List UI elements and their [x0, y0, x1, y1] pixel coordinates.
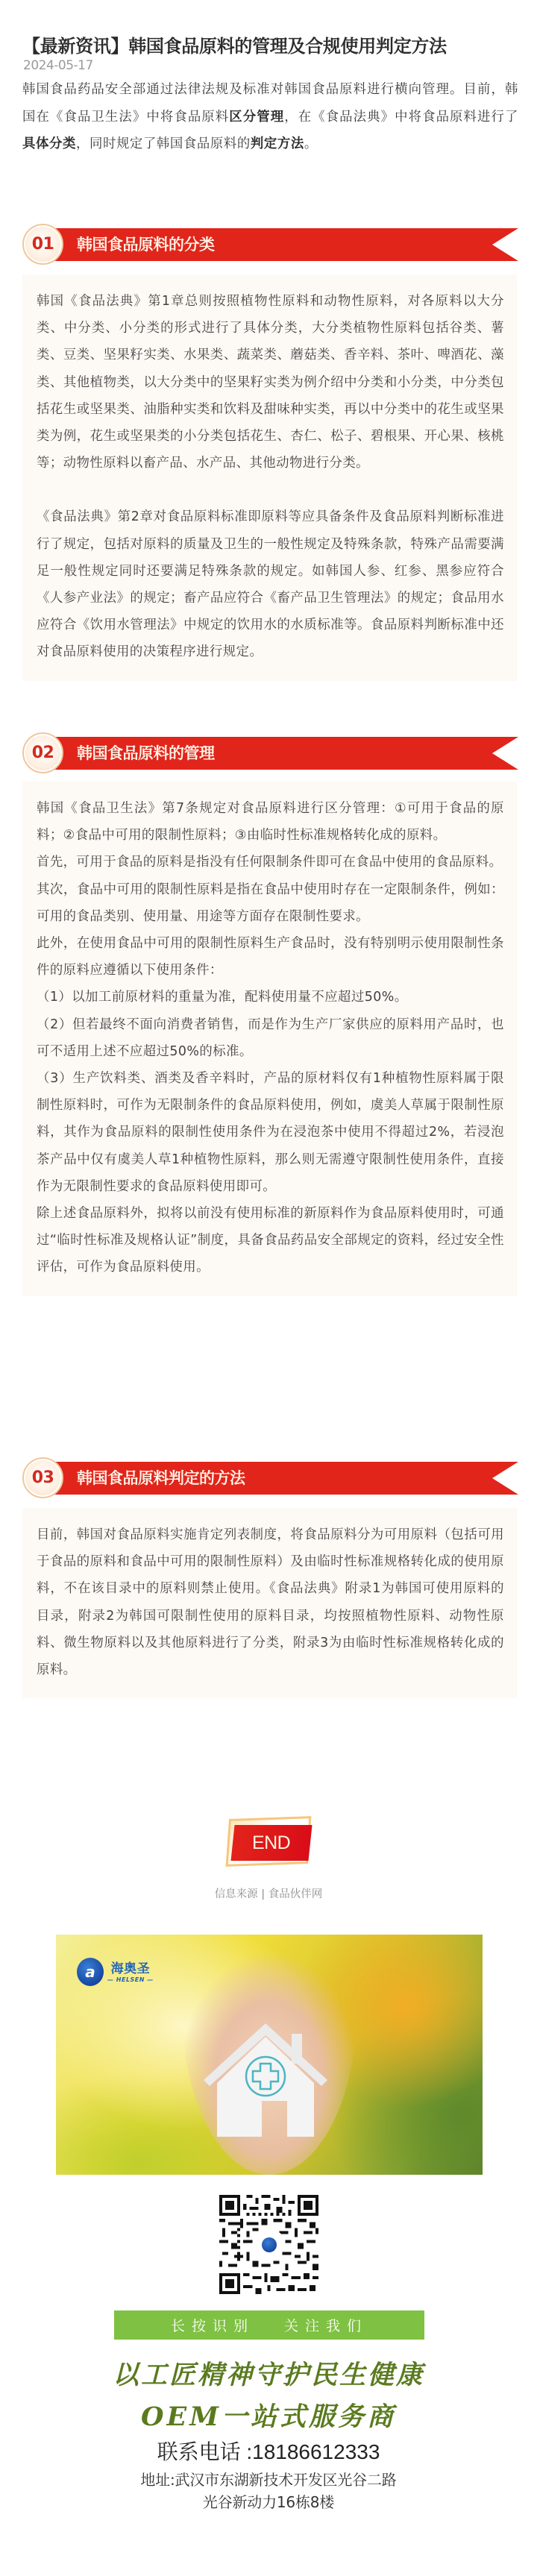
- qr-logo-icon: [257, 2232, 282, 2258]
- paragraph: 韩国《食品法典》第1章总则按照植物性原料和动物性原料，对各原料以大分类、中分类、小分类的形式进行了具体分类，大分类植物性原料包括谷类、薯类、豆类、坚果籽实类、水果类、蔬菜类、蘑菇类、香辛料、茶叶、啤酒花、藻类、其他植物类，以大分类中的坚果籽实类为例介绍中分类和小分类，中分类包括花生或坚果类、油脂种实类和饮料及甜味种实类，再以中分类中的花生或坚果类为例，花生或坚果类的小分类包括花生、杏仁、松子、碧根果、开心果、核桃等；动物性原料以畜产品、水产品、其他动物进行分类。: [37, 294, 504, 471]
- contact-phone: 联系电话 :18186612333: [157, 2440, 380, 2463]
- section-title: 韩国食品原料的管理: [77, 744, 215, 762]
- logo-mark-icon: a: [77, 1958, 104, 1986]
- section-number: 03: [31, 1468, 54, 1487]
- slogan-line-2: OEM一站式服务商: [141, 2401, 396, 2432]
- intro-paragraph: [22, 76, 518, 158]
- list-item: （3）生产饮料类、酒类及香辛料时，产品的原材料仅有1种植物性原料属于限制性原料时，可作为无限制条件的食品原料使用，例如，虞美人草属于限制性原料，其作为食品原料的限制性使用条件为在浸泡茶中使用不得超过2%，若浸泡茶产品中仅有虞美人草1种植物性原料，那么则无需遵守限制性使用条件，直接作为无限制性要求的食品原料使用即可。: [37, 1071, 504, 1194]
- end-label: END: [252, 1832, 291, 1853]
- address-line-2: 光谷新动力16栋8楼: [202, 2493, 335, 2511]
- address-line-1: 地址:武汉市东湖新技术开发区光谷二路: [140, 2471, 397, 2489]
- intro-bold-term: 具体分类: [22, 136, 76, 151]
- intro-bold-term: 区分管理: [229, 109, 285, 125]
- list-item: （1）以加工前原材料的重量为准，配料使用量不应超过50%。: [37, 990, 408, 1005]
- section-title: 韩国食品原料的分类: [77, 236, 215, 254]
- logo-cn-text: 海奥圣: [110, 1961, 151, 1976]
- section-header-03: [22, 1456, 518, 1501]
- helsen-logo: [77, 1957, 166, 1987]
- paragraph: 首先，可用于食品的原料是指没有任何限制条件即可在食品中使用的食品原料。: [37, 855, 503, 870]
- promo-banner-image: [56, 1935, 483, 2175]
- section-number-badge: [22, 1457, 63, 1498]
- follow-us-bar: [114, 2310, 424, 2340]
- section-header-02: [22, 731, 518, 776]
- section-number-badge: [22, 224, 63, 265]
- publish-date: 2024-05-17: [23, 58, 93, 73]
- paragraph: 其次，食品中可用的限制性原料是指在食品中使用时存在一定限制条件，例如：可用的食品类别、使用量、用途等方面存在限制性要求。: [37, 882, 504, 924]
- qr-code[interactable]: [219, 2195, 318, 2294]
- section-content-01: [22, 274, 517, 681]
- section-content-03: [22, 1508, 517, 1698]
- logo-en-text: — HELSEN —: [107, 1976, 154, 1983]
- article-title: 【最新资讯】韩国食品原料的管理及合规使用判定方法: [22, 36, 447, 57]
- paragraph: 韩国《食品卫生法》第7条规定对食品原料进行区分管理：①可用于食品的原料；②食品中可用的限制性原料；③由临时性标准规格转化成的原料。: [37, 801, 504, 844]
- intro-bold-term: 判定方法: [250, 136, 304, 151]
- intro-text: ，在《食品法典》中将食品原料进行了: [284, 109, 518, 125]
- intro-text: 。: [304, 136, 318, 151]
- section-title: 韩国食品原料判定的方法: [77, 1469, 245, 1487]
- slogan-line-1: 以工匠精神守护民生健康: [112, 2360, 424, 2390]
- end-mark: [225, 1818, 312, 1867]
- follow-us-label: 关注我们: [284, 2318, 368, 2334]
- section-number-badge: [22, 732, 63, 773]
- list-item: （2）但若最终不面向消费者销售，而是作为生产厂家供应的原料用产品时，也可不适用上述不应超过50%的标准。: [37, 1017, 504, 1059]
- section-number: 01: [31, 235, 54, 254]
- section-header-01: [22, 222, 518, 267]
- section-number: 02: [31, 744, 54, 762]
- end-box: [230, 1825, 312, 1861]
- section-content-02: [22, 782, 517, 1296]
- intro-text: 韩国食品药品安全部通过法律法规及标准对韩国食品原料进行横向管理。目前，韩国在《食品卫生法》中将食品原料: [22, 82, 518, 125]
- intro-text: ，同时规定了韩国食品原料的: [75, 136, 251, 151]
- paragraph: 此外，在使用食品中可用的限制性原料生产食品时，没有特别明示使用限制性条件的原料应遵循以下使用条件：: [37, 936, 504, 978]
- long-press-label: 长按识别: [170, 2318, 254, 2334]
- paragraph: 除上述食品原料外，拟将以前没有使用标准的新原料作为食品原料使用时，可通过“临时性标准及规格认证”制度，具备食品药品安全部规定的资料，经过安全性评估，可作为食品原料使用。: [37, 1206, 504, 1275]
- paragraph: 《食品法典》第2章对食品原料标准即原料等应具备条件及食品原料判断标准进行了规定，包括对原料的质量及卫生的一般性规定及特殊条款，特殊产品需要满足一般性规定同时还要满足特殊条款的规定。如韩国人参、红参、黑参应符合《人参产业法》的规定；畜产品应符合《畜产品卫生管理法》的规定；食品用水应符合《饮用水管理法》中规定的饮用水的水质标准等。食品原料判断标准中还对食品原料使用的决策程序进行规定。: [37, 509, 504, 660]
- medical-house-icon: [202, 2020, 329, 2137]
- contact-address: [0, 2469, 537, 2513]
- source-credit: 信息来源 | 食品伙伴网: [214, 1888, 323, 1900]
- paragraph: 目前，韩国对食品原料实施肯定列表制度，将食品原料分为可用原料（包括可用于食品的原料和食品中可用的限制性原料）及由临时性标准规格转化成的使用原料，不在该目录中的原料则禁止使用。《食品法典》附录1为韩国可使用原料的目录，附录2为韩国可限制性使用的原料目录，均按照植物性原料、动物性原料、微生物原料以及其他原料进行了分类，附录3为由临时性标准规格转化成的原料。: [37, 1527, 504, 1678]
